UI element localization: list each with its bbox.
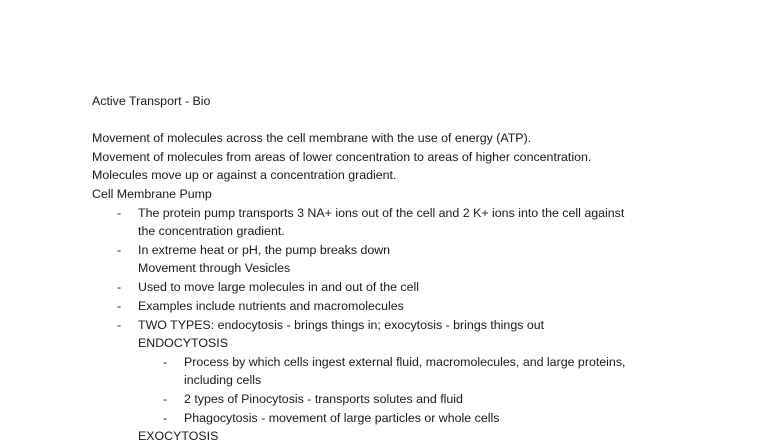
endocytosis-bullet-1-line-2: including cells: [184, 373, 262, 387]
endocytosis-bullet-1-line-1: Process by which cells ingest external fluid, macromolecules, and large proteins,: [184, 355, 626, 369]
document-title: Active Transport - Bio: [92, 94, 211, 108]
bullet-marker: -: [117, 318, 122, 332]
endocytosis-heading: ENDOCYTOSIS: [138, 336, 228, 350]
pump-bullet-1-line-2: the concentration gradient.: [138, 224, 285, 238]
bullet-marker: -: [163, 392, 168, 406]
pump-heading: Cell Membrane Pump: [92, 187, 212, 201]
vesicle-bullet-1: Used to move large molecules in and out of the cell: [138, 280, 420, 294]
vesicle-bullet-3: TWO TYPES: endocytosis - brings things in; exocytosis - brings things out: [138, 318, 545, 332]
bullet-marker: -: [117, 299, 122, 313]
bullet-marker: -: [117, 280, 122, 294]
endocytosis-bullet-3: Phagocytosis - movement of large particles or whole cells: [184, 411, 500, 425]
vesicles-heading: Movement through Vesicles: [138, 261, 291, 275]
bullet-marker: -: [163, 411, 168, 425]
pump-bullet-2-line-1: In extreme heat or pH, the pump breaks down: [138, 243, 391, 257]
bullet-marker: -: [117, 206, 122, 220]
intro-line-1: Movement of molecules across the cell membrane with the use of energy (ATP).: [92, 131, 532, 145]
exocytosis-heading: EXOCYTOSIS: [138, 429, 219, 443]
bullet-marker: -: [163, 355, 168, 369]
vesicle-bullet-2: Examples include nutrients and macromolecules: [138, 299, 404, 313]
pump-bullet-1-line-1: The protein pump transports 3 NA+ ions out of the cell and 2 K+ ions into the cell against: [138, 206, 625, 220]
intro-line-2: Movement of molecules from areas of lower concentration to areas of higher concentration.: [92, 150, 592, 164]
intro-line-3: Molecules move up or against a concentration gradient.: [92, 168, 397, 182]
endocytosis-bullet-2: 2 types of Pinocytosis - transports solutes and fluid: [184, 392, 463, 406]
bullet-marker: -: [117, 243, 122, 257]
